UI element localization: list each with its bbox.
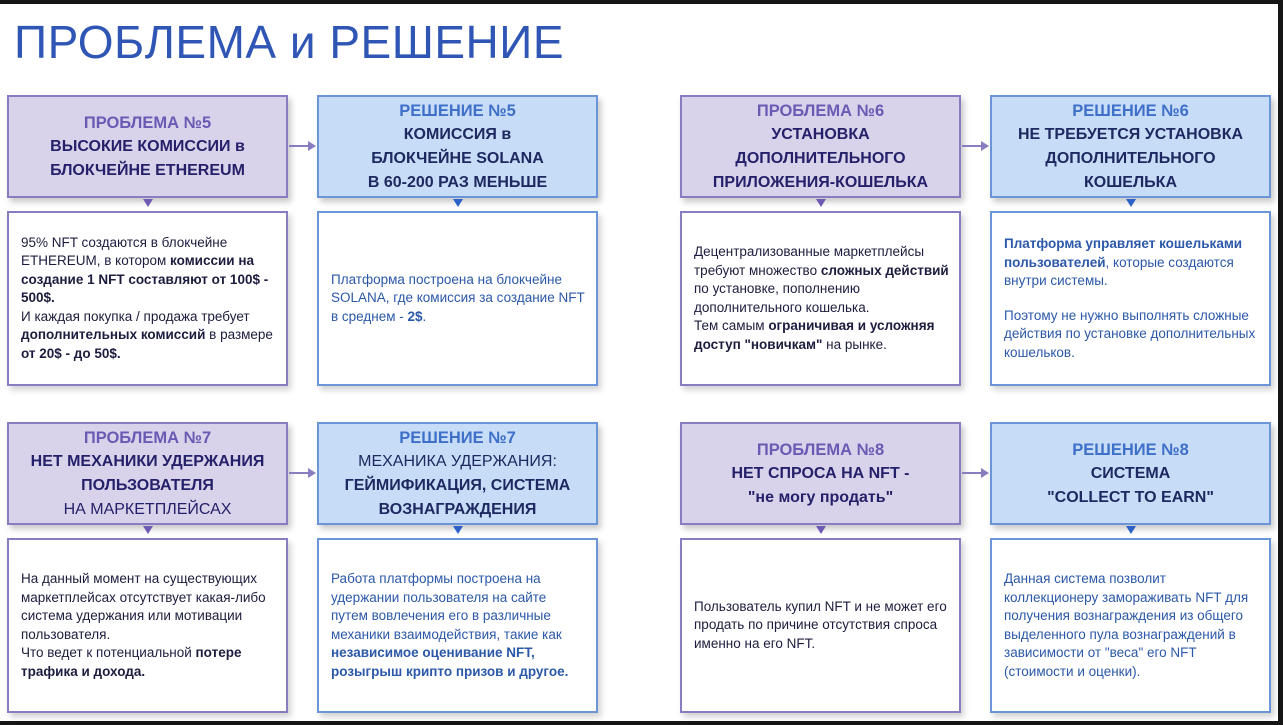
description-bold-text: потере трафика и дохода. [21,645,242,679]
description-bold-text: сложных действий [820,262,949,278]
description-paragraph [331,570,586,681]
problem-7-pointer-icon [143,526,153,534]
description-text: 95% NFT создаются в блокчейне ETHEREUM, в котором [21,234,228,269]
solution-6-label: РЕШЕНИЕ №6 [1072,101,1189,120]
description-text: Тем самым [694,318,769,333]
solution-7-pointer-icon [453,526,463,534]
paragraph-gap [1004,291,1259,307]
problem-5-title-line-1: ВЫСОКИЕ КОМИССИИ в [50,137,245,155]
description-bold-text: дополнительных комиссий [21,327,206,343]
description-paragraph [1004,235,1259,291]
problem-8-title-line-1: НЕТ СПРОСА НА NFT - [731,464,910,482]
problem-8-description [680,538,961,713]
problem-6-arrow-icon [962,141,990,151]
frame-top-border [0,0,1283,4]
solution-5-title-line-2: БЛОКЧЕЙНЕ SOLANA [371,149,544,167]
problem-6-pointer-icon [816,199,826,207]
problem-8-pointer-icon [816,526,826,534]
description-text: Что ведет к потенциальной [21,645,196,660]
description-text: . [422,308,427,324]
description-paragraph [21,234,276,308]
solution-8-label: РЕШЕНИЕ №8 [1072,440,1189,459]
problem-8-title-line-2: "не могу продать" [747,488,894,506]
description-text: Работа платформы построена на удержании пользователя на сайте путем вовлечения его в различные механики взаимодействия, такие как [331,571,562,642]
description-text: по установке, пополнению дополнительного кошелька. [694,281,870,315]
problem-5-pointer-icon [143,199,153,207]
description-bold-text: от 20$ - до 50$. [21,345,121,361]
problem-6-title-line-1: УСТАНОВКА [771,125,870,143]
solution-7-label: РЕШЕНИЕ №7 [399,428,516,447]
problem-7-label: ПРОБЛЕМА №7 [83,428,212,447]
description-text: Пользователь купил NFT и не может его продать по причине отсутствия спроса именно на его NFT. [694,598,947,651]
problem-7-arrow-icon [289,468,317,478]
description-text: Платформа построена на блокчейне SOLANA, где комиссия за создание NFT в среднем - [331,271,585,324]
description-bold-text: независимое оценивание NFT, розыгрыш крипто призов и другое. [331,645,569,679]
problem-7-header [7,422,288,525]
solution-8-title-line-2: "COLLECT TO EARN" [1047,488,1214,506]
description-text: И каждая покупка / продажа требует [21,308,250,324]
description-bold-text: Платформа управляет кошельками пользователей [1004,236,1243,270]
description-text: Децентрализованные маркетплейсы требуют множество [694,244,925,278]
description-text: в размере [205,327,273,343]
problem-6-title-line-3: ПРИЛОЖЕНИЯ-КОШЕЛЬКА [712,173,929,191]
problem-5-header [7,95,288,198]
solution-8-pointer-icon [1126,526,1136,534]
solution-7-title-line-3: ВОЗНАГРАЖДЕНИЯ [378,500,537,518]
description-paragraph [21,570,276,644]
problem-5-description [7,211,288,386]
page-title: ПРОБЛЕМА и РЕШЕНИЕ [14,16,564,68]
solution-6-title-line-1: НЕ ТРЕБУЕТСЯ УСТАНОВКА [1017,125,1244,143]
description-text: , которые создаются внутри системы. [1004,254,1234,288]
description-paragraph [1004,307,1259,363]
problem-6-title-line-2: ДОПОЛНИТЕЛЬНОГО [735,149,906,167]
problem-6-header [680,95,961,198]
solution-8-title-line-1: СИСТЕМА [1090,464,1171,482]
solution-7-description [317,538,598,713]
problem-7-title-line-1: НЕТ МЕХАНИКИ УДЕРЖАНИЯ [30,452,265,470]
description-paragraph [21,308,276,364]
solution-6-title-line-2: ДОПОЛНИТЕЛЬНОГО [1045,149,1216,167]
solution-8-description [990,538,1271,713]
solution-7-title-line-1: МЕХАНИКА УДЕРЖАНИЯ: [358,452,557,470]
frame-bottom-border [0,721,1283,725]
description-paragraph [694,317,949,354]
problem-5-label: ПРОБЛЕМА №5 [83,113,212,132]
description-text: на рынке. [822,336,887,352]
frame-right-border [1278,0,1283,725]
problem-7-title-line-2: ПОЛЬЗОВАТЕЛЯ [81,476,214,494]
solution-5-label: РЕШЕНИЕ №5 [399,101,516,120]
description-paragraph [694,243,949,317]
problem-6-description [680,211,961,386]
description-text: Данная система позволит коллекционеру замораживать NFT для получения вознаграждения из общего выделенного пула вознаграждений в зависимости от "веса" его NFT (стоимости и оценки). [1004,571,1249,679]
solution-8-header [990,422,1271,525]
description-bold-text: ограничивая и усложняя доступ "новичкам" [694,318,935,352]
solution-6-title-line-3: КОШЕЛЬКА [1083,173,1177,191]
description-paragraph [21,644,276,681]
description-text: Поэтому не нужно выполнять сложные действия по установке дополнительных кошельков. [1004,307,1256,360]
solution-6-pointer-icon [1126,199,1136,207]
solution-7-header [317,422,598,525]
solution-6-description [990,211,1271,386]
description-bold-text: комиссии на создание 1 NFT составляют от 100$ - 500$. [21,253,269,306]
description-paragraph [1004,570,1259,681]
solution-5-title-line-1: КОМИССИЯ в [403,125,512,143]
problem-8-label: ПРОБЛЕМА №8 [756,440,885,459]
solution-5-description [317,211,598,386]
problem-5-title-line-2: БЛОКЧЕЙНЕ ETHEREUM [50,161,245,179]
problem-6-label: ПРОБЛЕМА №6 [756,101,885,120]
problem-8-header [680,422,961,525]
description-paragraph [694,598,949,654]
solution-6-header [990,95,1271,198]
description-text: На данный момент на существующих маркетплейсах отсутствует какая-либо система удержания или мотивации пользователя. [21,571,266,642]
problem-7-title-line-3: НА МАРКЕТПЛЕЙСАХ [63,500,232,518]
solution-5-header [317,95,598,198]
description-paragraph [331,271,586,327]
description-bold-text: 2$ [407,308,423,324]
problem-8-arrow-icon [962,468,990,478]
solution-5-title-line-3: В 60-200 РАЗ МЕНЬШЕ [367,173,548,191]
solution-5-pointer-icon [453,199,463,207]
solution-7-title-line-2: ГЕЙМИФИКАЦИЯ, СИСТЕМА [344,476,571,494]
problem-7-description [7,538,288,713]
problem-5-arrow-icon [289,141,317,151]
